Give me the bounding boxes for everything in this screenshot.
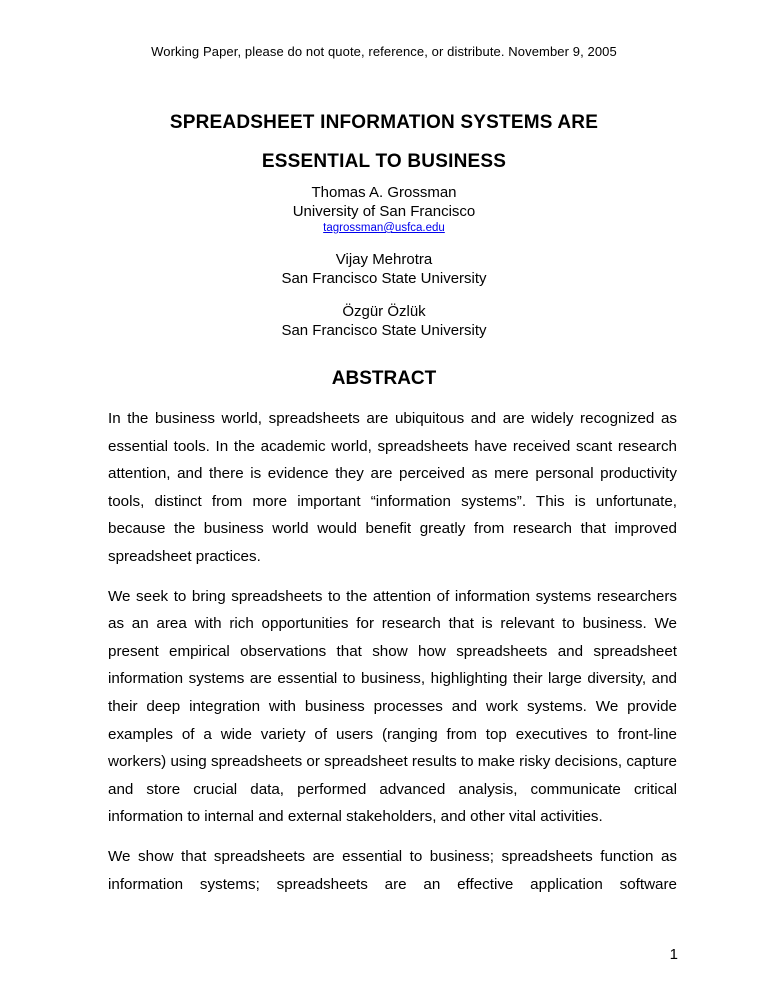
author-2 xyxy=(0,250,768,288)
author-affiliation: San Francisco State University xyxy=(281,322,487,339)
author-block xyxy=(0,183,768,354)
abstract-paragraph-3: We show that spreadsheets are essential to business; spreadsheets function as information systems; spreadsheets are an effective application software xyxy=(108,847,677,893)
author-email-link[interactable]: tagrossman@usfca.edu xyxy=(323,222,445,234)
abstract-paragraph-1: In the business world, spreadsheets are ubiquitous and are widely recognized as essential tools. In the academic world, spreadsheets have received scant research attention, and there is evidence they are perceived as mere personal productivity tools, distinct from more important “information systems”. This is unfortunate, because the business world would benefit greatly from research that improved spreadsheet practices. xyxy=(108,410,677,565)
abstract-body xyxy=(108,405,677,910)
title-line-2: ESSENTIAL TO BUSINESS xyxy=(261,151,507,172)
author-name: Özgür Özlük xyxy=(342,303,426,320)
running-header: Working Paper, please do not quote, reference, or distribute. November 9, 2005 xyxy=(151,44,617,59)
title-line-1: SPREADSHEET INFORMATION SYSTEMS ARE xyxy=(169,112,599,133)
author-affiliation: San Francisco State University xyxy=(281,270,487,287)
author-3 xyxy=(0,302,768,340)
author-1 xyxy=(0,183,768,236)
page-number: 1 xyxy=(669,946,678,963)
author-affiliation: University of San Francisco xyxy=(292,203,476,220)
abstract-paragraph-2: We seek to bring spreadsheets to the attention of information systems researchers as an area with rich opportunities for research that is relevant to business. We present empirical observations that show how spreadsheets and spreadsheet information systems are essential to business, highlighting their large diversity, and their deep integration with business processes and work systems. We provide examples of a wide variety of users (ranging from top executives to front-line workers) using spreadsheets or spreadsheet results to make risky decisions, capture and store crucial data, performed advanced analysis, communicate critical information to internal and external stakeholders, and other vital activities. xyxy=(108,587,677,826)
author-name: Vijay Mehrotra xyxy=(335,251,433,268)
author-name: Thomas A. Grossman xyxy=(311,184,457,201)
paper-title xyxy=(80,103,688,181)
abstract-heading: ABSTRACT xyxy=(331,368,437,389)
